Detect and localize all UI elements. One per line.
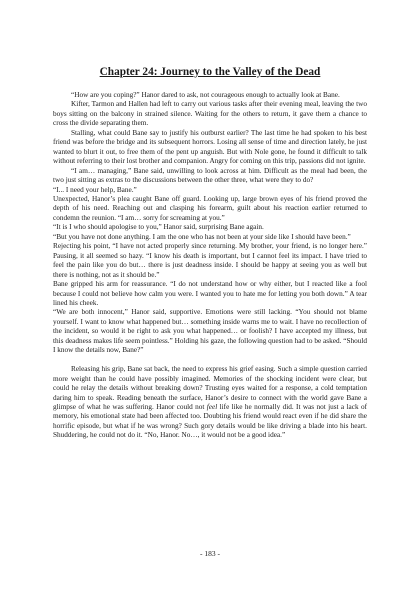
- body-paragraph: “I... I need your help, Bane.”: [53, 185, 137, 194]
- emphasis: feel: [206, 403, 218, 411]
- body-paragraph: “How are you coping?” Hanor dared to ask, not courageous enough to actually look at Bane.: [71, 91, 340, 99]
- body-paragraph: Kifter, Tarmon and Hallen had left to carry out various tasks after their evening meal, leaving the two boys sitting on the balcony in strained silence. Waiting for the others to return, it gave them a chance to cross the divide separating them.: [53, 100, 367, 128]
- body-paragraph: Bane gripped his arm for reassurance. “I do not understand how or why either, but I reacted like a fool because I could not believe how calm you were. I wanted you to hate me for letting you both down.” A tear lined his cheek.: [53, 280, 367, 307]
- chapter-body: [53, 91, 367, 441]
- page-number: - 183 -: [200, 549, 220, 558]
- body-paragraph: “But you have not done anything. I am the one who has not been at your side like I should have been.”: [53, 232, 351, 241]
- body-paragraph: Stalling, what could Bane say to justify his outburst earlier? The last time he had spoken to his best friend was before the bridge and its subsequent horrors. Losing all sense of time and direction lately, he just wanted to blurt it out, to free them of the pent up anguish. But with Nole gone, he found it difficult to talk without referring to their lost brother and companion. Angry for coming on this trip, passions did not ignite.: [53, 128, 367, 166]
- body-paragraph: Unexpected, Hanor’s plea caught Bane off guard. Looking up, large brown eyes of his friend proved the depth of his need. Reaching out and clasping his forearm, guilt about his reaction earlier returned to condemn the reunion. “I am… sorry for screaming at you.”: [53, 194, 367, 222]
- body-paragraph: “It is I who should apologise to you,” Hanor said, surprising Bane again.: [53, 223, 264, 232]
- body-paragraph: “We are both innocent,” Hanor said, supportive. Emotions were still lacking. “You should not blame yourself. I want to know what happened but… something inside warns me to wait. I have no recollection of the incident, so would it be right to ask you what happened… or foolish? I have accepted my illness, but this deadness makes life seem pointless.” Holding his gaze, the following question had to be asked. “Should I know the details now, Bane?”: [53, 308, 367, 355]
- body-paragraph: Rejecting his point, “I have not acted properly since returning. My brother, your friend, is no longer here.” Pausing, it all seemed so hazy. “I know his death is important, but I cannot feel its impact. I have tried to feel the pain like you do but… there is just deadness inside. I should be happy at seeing you as well but there is nothing, not as it should be.”: [53, 242, 367, 279]
- body-paragraph: Releasing his grip, Bane sat back, the need to express his grief easing. Such a simple question carried more weight than he could have possibly imagined. Memories of the shocking incident were clear, but could he relay the details without breaking down? Trusting eyes waited for a response, a cold temptation daring him to speak. Reading beneath the surface, Hanor’s desire to connect with the world gave Bane a glimpse of what he was suffering. Hanor could not feel life like he normally did. It was not just a lack of memory, his emotional state had been affected too. Doubting his friend would react even if he did share the horrific episode, but what if he was wrong? Such gory details would be like driving a blade into his heart. Shuddering, he could not do it. “No, Hanor. No…, it would not be a good idea.”: [53, 365, 367, 440]
- body-paragraph: “I am… managing,” Bane said, unwilling to look across at him. Difficult as the meal had been, the two just sitting as extras to the discussions between the other three, what were they to do?: [53, 166, 367, 185]
- chapter-title: Chapter 24: Journey to the Valley of the Dead: [99, 66, 321, 78]
- book-page: [53, 66, 367, 441]
